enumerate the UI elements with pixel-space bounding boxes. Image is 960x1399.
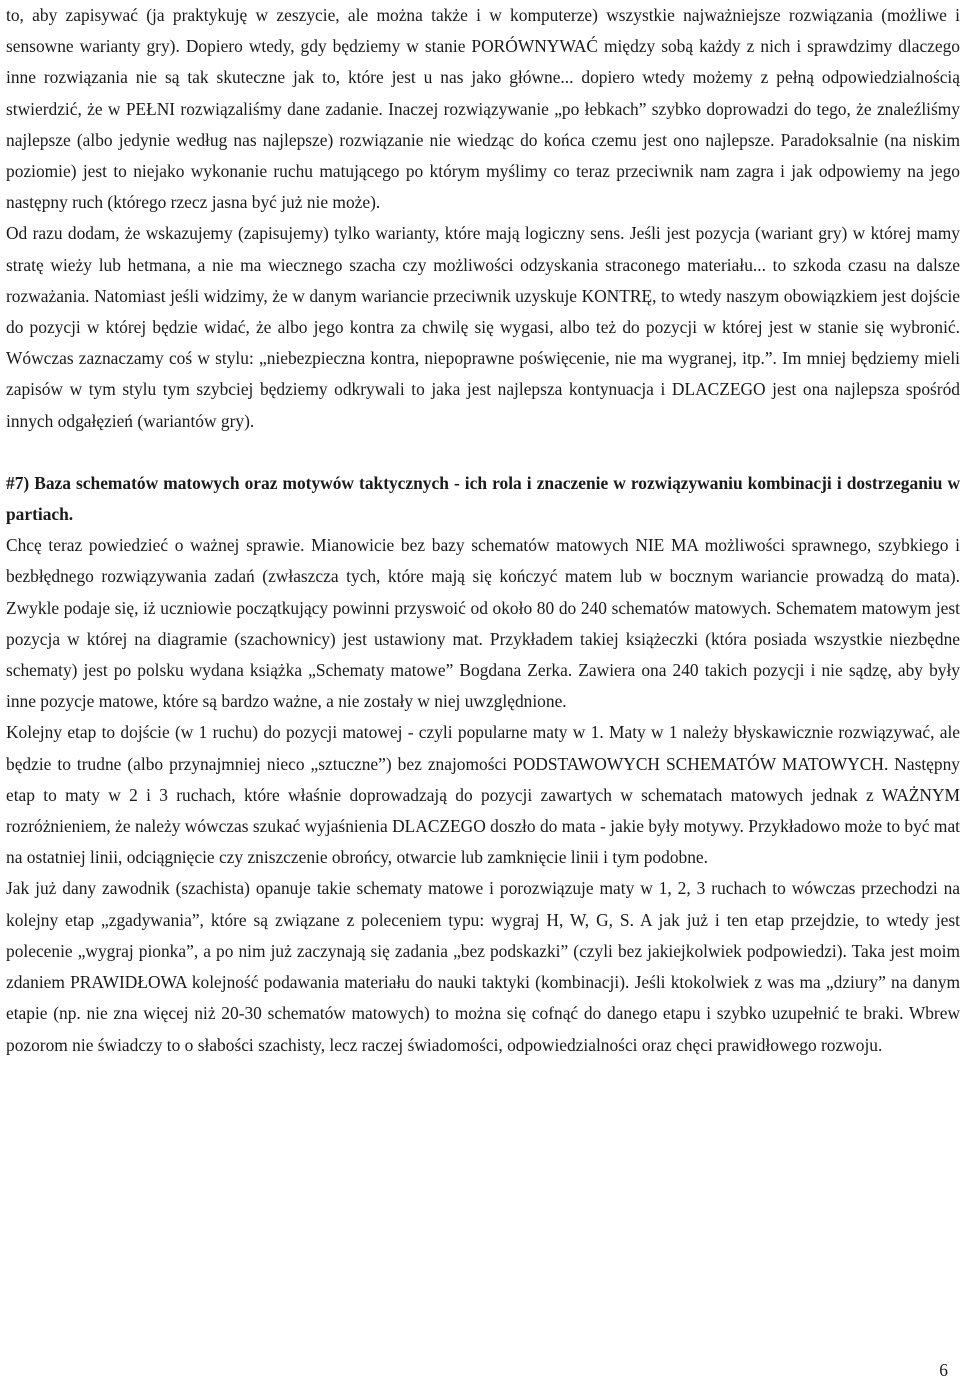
section-heading: #7) Baza schematów matowych oraz motywów taktycznych - ich rola i znaczenie w rozwiązywaniu kombinacji i dostrzeganiu w partiach. (6, 472, 960, 525)
paragraph: Jak już dany zawodnik (szachista) opanuje takie schematy matowe i porozwiązuje maty w 1, 2, 3 ruchach to wówczas przechodzi na kolejny etap „zgadywania”, które są związane z poleceniem typu: wygraj H, W, G, S. A jak już i ten etap przejdzie, to wtedy jest polecenie „wygraj pionka”, a po nim już zaczynają się zadania „bez podskazki” (czyli bez jakiejkolwiek podpowiedzi). Taka jest moim zdaniem PRAWIDŁOWA kolejność podawania materiału do nauki taktyki (kombinacji). Jeśli ktokolwiek z was ma „dziury” na danym etapie (np. nie zna więcej niż 20-30 schematów matowych) to można się cofnąć do danego etapu i szybko uzupełnić te braki. Wbrew pozorom nie świadczy to o słabości szachisty, lecz raczej świadomości, odpowiedzialności oraz chęci prawidłowego rozwoju. (6, 878, 960, 1055)
paragraph: to, aby zapisywać (ja praktykuję w zeszycie, ale można także i w komputerze) wszystkie najważniejsze rozwiązania (możliwe i sensowne warianty gry). Dopiero wtedy, gdy będziemy w stanie PORÓWNYWAĆ między sobą każdy z nich i sprawdzimy dlaczego inne rozwiązania nie są tak skuteczne jak to, które jest u nas jako główne... dopiero wtedy możemy z pełną odpowiedzialnością stwierdzić, że w PEŁNI rozwiązaliśmy dane zadanie. Inaczej rozwiązywanie „po łebkach” szybko doprowadzi do tego, że znaleźliśmy najlepsze (albo jedynie według nas najlepsze) rozwiązanie nie wiedząc do końca czemu jest ono najlepsze. Paradoksalnie (na niskim poziomie) jest to niejako wykonanie ruchu matującego po którym myślimy co teraz przeciwnik nam zagra i jak odpowiemy na jego następny ruch (którego rzecz jasna być już nie może). (6, 5, 960, 213)
document-page (6, 0, 960, 1061)
page-number: 6 (939, 1360, 948, 1380)
paragraph: Od razu dodam, że wskazujemy (zapisujemy) tylko warianty, które mają logiczny sens. Jeśli jest pozycja (wariant gry) w której mamy stratę wieży lub hetmana, a nie ma wiecznego szacha czy możliwości odzyskania straconego materiału... to szkoda czasu na dalsze rozważania. Natomiast jeśli widzimy, że w danym wariancie przeciwnik uzyskuje KONTRĘ, to wtedy naszym obowiązkiem jest dojście do pozycji w której będzie widać, że albo jego kontra za chwilę się wygasi, albo też do pozycji w której jest w stanie się wybronić. Wówczas zaznaczamy coś w stylu: „niebezpieczna kontra, niepoprawne poświęcenie, nie ma wygranej, itp.”. Im mniej będziemy mieli zapisów w tym stylu tym szybciej będziemy odkrywali to jaka jest najlepsza kontynuacja i DLACZEGO jest ona najlepsza spośród innych odgałęzień (wariantów gry). (6, 223, 960, 431)
paragraph: Chcę teraz powiedzieć o ważnej sprawie. Mianowicie bez bazy schematów matowych NIE MA możliwości sprawnego, szybkiego i bezbłędnego rozwiązywania zadań (zwłaszcza tych, które mają się kończyć matem lub w bocznym wariancie prowadzą do mata). Zwykle podaje się, iż uczniowie początkujący powinni przyswoić od około 80 do 240 schematów matowych. Schematem matowym jest pozycja w której na diagramie (szachownicy) jest ustawiony mat. Przykładem takiej książeczki (która posiada wszystkie niezbędne schematy) jest po polsku wydana książka „Schematy matowe” Bogdana Zerka. Zawiera ona 240 takich pozycji i nie sądzę, aby były inne pozycje matowe, które są bardzo ważne, a nie zostały w niej uwzględnione. (6, 535, 960, 712)
paragraph: Kolejny etap to dojście (w 1 ruchu) do pozycji matowej - czyli popularne maty w 1. Maty w 1 należy błyskawicznie rozwiązywać, ale będzie to trudne (albo przynajmniej nieco „sztuczne”) bez znajomości PODSTAWOWYCH SCHEMATÓW MATOWYCH. Następny etap to maty w 2 i 3 ruchach, które właśnie doprowadzają do pozycji zawartych w schematach matowych jednak z WAŻNYM rozróżnieniem, że należy wówczas szukać wyjaśnienia DLACZEGO doszło do mata - jakie były motywy. Przykładowo może to być mat na ostatniej linii, odciągnięcie czy zniszczenie obrońcy, otwarcie lub zamknięcie linii i tym podobne. (6, 722, 960, 868)
